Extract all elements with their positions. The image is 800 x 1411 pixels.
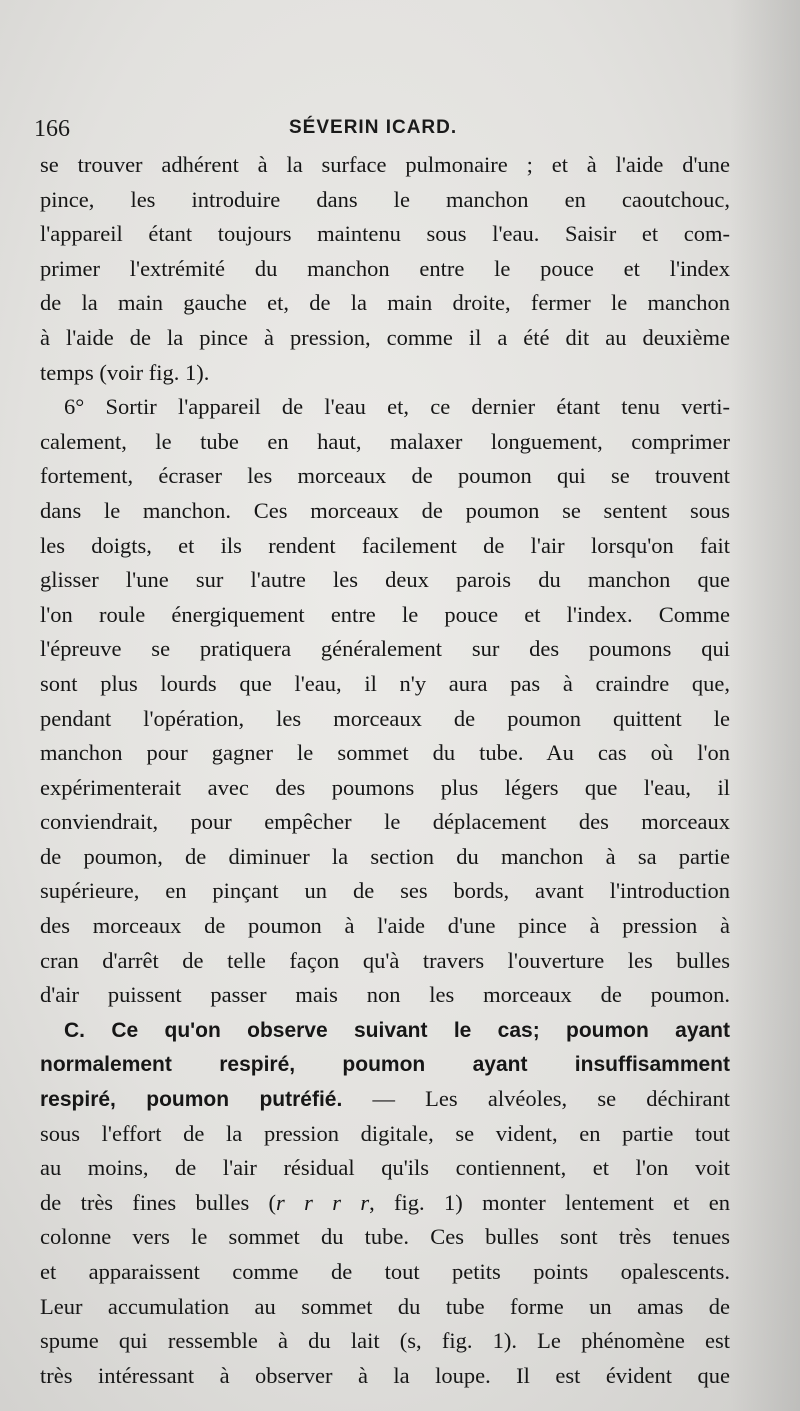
body-text	[40, 148, 730, 1393]
text-line: calement, le tube en haut, malaxer longuement, comprimer	[40, 428, 730, 454]
text-line: l'épreuve se pratiquera généralement sur des poumons qui	[40, 636, 730, 662]
section-c-text: — Les alvéoles, se déchirant	[342, 1086, 730, 1112]
text-line: supérieure, en pinçant un de ses bords, avant l'introduction	[40, 878, 730, 904]
text-line: primer l'extrémité du manchon entre le pouce et l'index	[40, 255, 730, 281]
text-line: spume qui ressemble à du lait (s, fig. 1). Le phénomène est	[40, 1328, 730, 1354]
fig-text-after: , fig. 1) monter lentement et en	[369, 1189, 730, 1215]
text-line: très intéressant à observer à la loupe. Il est évident que	[40, 1362, 730, 1388]
page-number: 166	[34, 116, 70, 142]
text-line: d'air puissent passer mais non les morceaux de poumon.	[40, 982, 730, 1008]
text-line: l'on roule énergiquement entre le pouce et l'index. Comme	[40, 601, 730, 627]
section-c-heading: normalement respiré, poumon ayant insuffisamment	[40, 1053, 730, 1077]
text-line: à l'aide de la pince à pression, comme il a été dit au deuxième	[40, 324, 730, 350]
text-line: fortement, écraser les morceaux de poumon qui se trouvent	[40, 463, 730, 489]
text-line: 6° Sortir l'appareil de l'eau et, ce dernier étant tenu verti-	[64, 394, 730, 420]
page-edge-shadow	[730, 0, 800, 1411]
section-c-heading-line	[40, 1082, 730, 1117]
text-line: sont plus lourds que l'eau, il n'y aura pas à craindre que,	[40, 670, 730, 696]
section-c-heading: C. Ce qu'on observe suivant le cas; poumon ayant	[64, 1018, 730, 1042]
text-line: se trouver adhérent à la surface pulmonaire ; et à l'aide d'une	[40, 152, 730, 177]
text-line: colonne vers le sommet du tube. Ces bulles sont très tenues	[40, 1224, 730, 1250]
page-header	[34, 112, 754, 146]
text-line: cran d'arrêt de telle façon qu'à travers l'ouverture les bulles	[40, 947, 730, 973]
text-line: temps (voir fig. 1).	[40, 359, 210, 385]
section-c-heading: respiré, poumon putréfié.	[40, 1088, 343, 1112]
text-line	[40, 1186, 730, 1221]
text-line: conviendrait, pour empêcher le déplacement des morceaux	[40, 809, 730, 835]
running-head: SÉVERIN ICARD.	[289, 117, 458, 138]
text-line: des morceaux de poumon à l'aide d'une pince à pression à	[40, 913, 730, 939]
section-c-heading-line	[40, 1047, 730, 1082]
text-line: les doigts, et ils rendent facilement de l'air lorsqu'on fait	[40, 532, 730, 558]
section-c-heading-line	[40, 1013, 730, 1048]
text-line: sous l'effort de la pression digitale, se vident, en partie tout	[40, 1120, 730, 1146]
text-line: Leur accumulation au sommet du tube forme un amas de	[40, 1293, 730, 1319]
text-line: expérimenterait avec des poumons plus légers que l'eau, il	[40, 774, 730, 800]
text-line: manchon pour gagner le sommet du tube. Au cas où l'on	[40, 740, 730, 766]
text-line: glisser l'une sur l'autre les deux parois du manchon que	[40, 567, 730, 593]
text-line: pince, les introduire dans le manchon en caoutchouc,	[40, 186, 730, 212]
text-line: pendant l'opération, les morceaux de poumon quittent le	[40, 705, 730, 731]
text-line: l'appareil étant toujours maintenu sous l'eau. Saisir et com-	[40, 221, 730, 247]
text-line: au moins, de l'air résidual qu'ils contiennent, et l'on voit	[40, 1155, 730, 1181]
text-line: dans le manchon. Ces morceaux de poumon se sentent sous	[40, 497, 730, 523]
fig-text-before: de très fines bulles (	[40, 1189, 277, 1215]
text-line: de la main gauche et, de la main droite, fermer le manchon	[40, 290, 730, 316]
text-line: et apparaissent comme de tout petits points opalescents.	[40, 1259, 730, 1284]
fig-reference-italic: r r r r	[276, 1189, 370, 1215]
text-line: de poumon, de diminuer la section du manchon à sa partie	[40, 843, 730, 869]
